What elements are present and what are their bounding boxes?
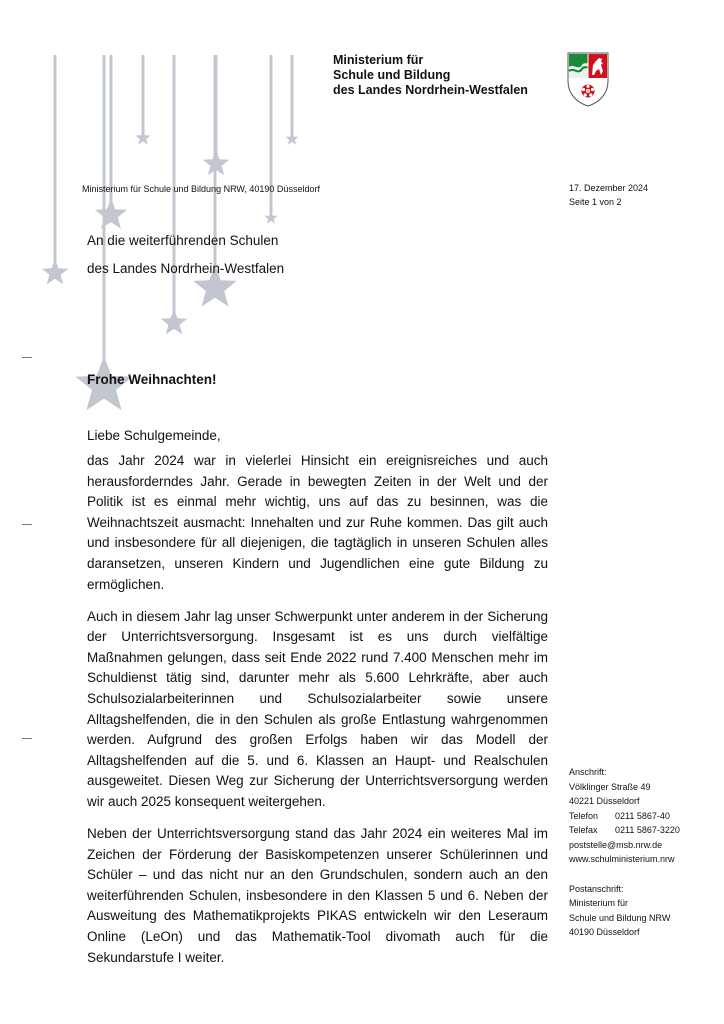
letter-date: 17. Dezember 2024 xyxy=(569,183,649,193)
phone-row xyxy=(569,809,680,824)
punch-mark xyxy=(22,524,32,525)
address-label: Anschrift: xyxy=(569,767,607,777)
star-icon xyxy=(95,198,127,229)
star-icon xyxy=(161,309,188,334)
body-paragraph: Auch in diesem Jahr lag unser Schwerpunkt unter anderem in der Sicherung der Unterrichtsversorgung. Insgesamt ist es uns durch vielfältige Maßnahmen gelungen, dass seit Ende 2022 rund 7.400 Menschen mehr im Schuldienst tätig sind, darunter mehr als 5.600 Lehrkräfte, aber auch Schulsozialarbeiterinnen und Schulsozialarbeiter sowie unsere Alltagshelfenden, die in den Schulen als große Entlastung wahrgenommen werden. Aufgrund des großen Erfolgs haben wir das Modell der Alltagshelfenden auf die 5. und 6. Klassen an Haupt- und Realschulen ausgeweitet. Diesen Weg zur Sicherung der Unterrichtsversorgung werden wir auch 2025 konsequent weitergehen. xyxy=(87,608,548,809)
website-url: www.schulministerium.nrw xyxy=(569,854,675,864)
sender-return-address: Ministerium für Schule und Bildung NRW, 40190 Düsseldorf xyxy=(82,184,320,194)
fold-mark xyxy=(22,357,32,358)
body-paragraph: das Jahr 2024 war in vielerlei Hinsicht ein ereignisreiches und auch herausforderndes Jahr. Gerade in bewegten Zeiten in der Welt und der Politik ist es einmal mehr wichtig, uns auf das zu besinnen, was die Weihnachtszeit ausmacht: Innehalten und zur Ruhe kommen. Das gilt auch und insbesondere für all diejenigen, die tagtäglich in unseren Schulen alles daransetzen, unseren Kindern und Jugendlichen eine gute Bildung zu ermöglichen. xyxy=(87,453,548,592)
fax-number: 0211 5867-3220 xyxy=(615,825,680,835)
salutation: Liebe Schulgemeinde, xyxy=(87,428,221,443)
phone-label: Telefon xyxy=(569,810,599,821)
star-icon xyxy=(135,130,150,145)
star-icon xyxy=(264,211,277,224)
postal-line: 40190 Düsseldorf xyxy=(569,927,640,937)
ministry-line: Schule und Bildung xyxy=(333,68,451,82)
ministry-line: des Landes Nordrhein-Westfalen xyxy=(333,83,528,97)
email-address: poststelle@msb.nrw.de xyxy=(569,839,663,850)
fax-row xyxy=(569,823,680,838)
page-number: Seite 1 von 2 xyxy=(569,197,622,207)
ministry-name xyxy=(333,53,528,98)
street-address: Völklinger Straße 49 xyxy=(569,781,651,792)
city-address: 40221 Düsseldorf xyxy=(569,796,640,806)
letter-body xyxy=(87,451,548,980)
postal-line: Schule und Bildung NRW xyxy=(569,912,671,923)
phone-number: 0211 5867-40 xyxy=(615,810,670,821)
recipient-address xyxy=(87,227,284,283)
letter-heading: Frohe Weihnachten! xyxy=(87,372,217,387)
star-icon xyxy=(285,132,298,145)
fax-label: Telefax xyxy=(569,825,598,835)
star-icon xyxy=(42,259,69,284)
postal-line: Ministerium für xyxy=(569,898,629,908)
ministry-line: Ministerium für xyxy=(333,53,424,67)
nrw-coat-of-arms-icon xyxy=(566,51,610,107)
fold-mark xyxy=(22,738,32,739)
recipient-line: des Landes Nordrhein-Westfalen xyxy=(87,261,285,276)
postal-label: Postanschrift: xyxy=(569,883,624,894)
body-paragraph: Neben der Unterrichtsversorgung stand das Jahr 2024 ein weiteres Mal im Zeichen der Förderung der Basiskompetenzen unserer Schülerinnen und Schüler – und das nicht nur an den Grundschulen, sondern auch an den weiterführenden Schulen, insbesondere in den Klassen 5 und 6. Neben der Ausweitung des Mathematikprojekts PIKAS entwickeln wir den Leseraum Online (LeOn) und das Mathematik-Tool divomath auch für die Sekundarstufe I weiter. xyxy=(87,826,548,965)
contact-sidebar xyxy=(569,765,680,940)
date-block xyxy=(569,181,648,209)
recipient-line: An die weiterführenden Schulen xyxy=(87,233,279,248)
